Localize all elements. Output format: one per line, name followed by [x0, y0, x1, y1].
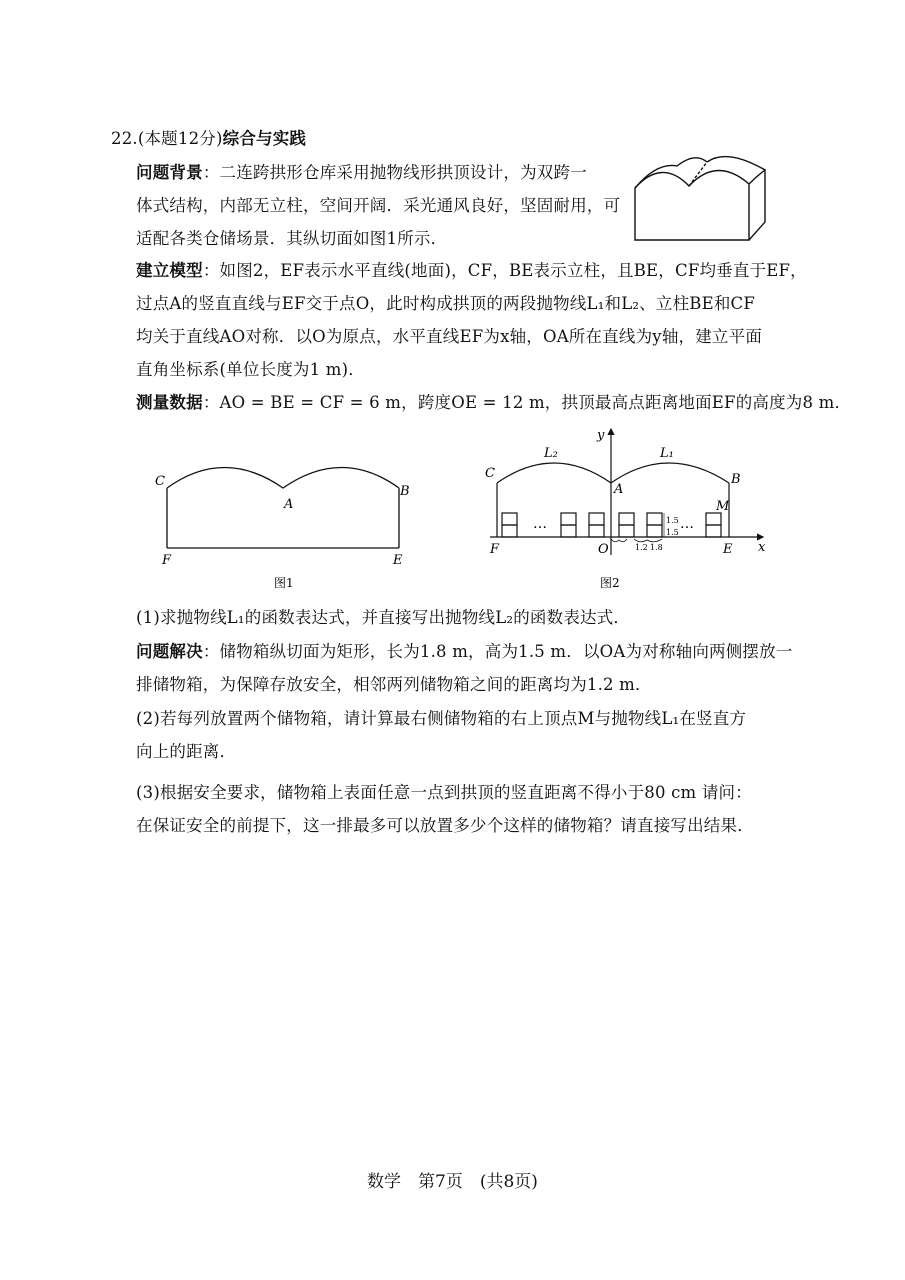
model-line-1	[136, 260, 807, 282]
data-line	[136, 392, 851, 414]
part-2-line-1: (2)若每列放置两个储物箱，请计算最右侧储物箱的右上顶点M与抛物线L₁在竖直方	[136, 709, 747, 728]
question-header	[111, 128, 306, 150]
fig1-label-c: C	[155, 474, 165, 489]
solve-text-1: ：储物箱纵切面为矩形，长为1.8 m，高为1.5 m．以OA为对称轴向两侧摆放一	[202, 642, 793, 661]
part-2-line-2: 向上的距离．	[136, 742, 237, 761]
data-heading: 测量数据	[136, 393, 203, 412]
part-3-line-2: 在保证安全的前提下，这一排最多可以放置多少个这样的储物箱？请直接写出结果．	[136, 816, 754, 835]
background-line-2: 体式结构，内部无立柱，空间开阔．采光通风良好，坚固耐用，可	[136, 196, 621, 215]
fig2-caption: 图2	[600, 576, 620, 590]
figure-2	[480, 425, 780, 595]
fig1-label-f: F	[162, 553, 172, 568]
fig1-label-b: B	[400, 484, 410, 499]
background-text-1: ：二连跨拱形仓库采用抛物线形拱顶设计，为双跨一	[202, 163, 587, 182]
solve-line-2: 排储物箱，为保障存放安全，相邻两列储物箱之间的距离均为1.2 m．	[136, 675, 652, 694]
fig1-label-a: A	[284, 497, 294, 512]
fig2-label-b: B	[731, 472, 741, 487]
page-footer: 数学 第7页 (共8页)	[367, 1172, 538, 1192]
fig2-label-x: x	[758, 540, 766, 555]
question-score: (本题12分)	[137, 129, 223, 148]
fig2-label-l2: L₂	[544, 446, 558, 461]
fig2-label-l1: L₁	[660, 446, 674, 461]
question-title: 综合与实践	[222, 129, 307, 148]
solve-heading: 问题解决	[136, 642, 203, 661]
model-line-3: 均关于直线AO对称．以O为原点，水平直线EF为x轴，OA所在直线为y轴，建立平面	[136, 327, 763, 346]
part-1: (1)求抛物线L₁的函数表达式，并直接写出抛物线L₂的函数表达式．	[136, 608, 631, 627]
fig2-dim-w1: 1.2	[635, 543, 648, 552]
fig2-label-f: F	[490, 542, 500, 557]
fig1-caption: 图1	[274, 576, 294, 590]
fig2-label-o: O	[598, 542, 609, 557]
background-heading: 问题背景	[136, 163, 203, 182]
data-text: ：AO = BE = CF = 6 m，跨度OE = 12 m，拱顶最高点距离地面EF的高度为8 m．	[202, 393, 852, 412]
question-number: 22.	[111, 129, 138, 148]
figure-1	[150, 455, 420, 595]
fig2-label-a: A	[614, 482, 624, 497]
fig2-dots-left: …	[533, 516, 547, 532]
warehouse-3d-illustration	[627, 148, 777, 248]
fig2-label-c: C	[485, 466, 495, 481]
background-line-1	[136, 162, 587, 184]
fig2-dim-h1: 1.5	[666, 516, 679, 525]
model-heading: 建立模型	[136, 261, 203, 280]
fig2-dim-h2: 1.5	[666, 528, 679, 537]
fig2-dots-right: …	[680, 516, 694, 532]
model-text-1: ：如图2，EF表示水平直线(地面)，CF，BE表示立柱，且BE，CF均垂直于EF，	[202, 261, 807, 280]
fig2-label-m: M	[716, 499, 730, 514]
background-line-3: 适配各类仓储场景．其纵切面如图1所示．	[136, 229, 448, 248]
solve-line-1	[136, 641, 793, 663]
fig2-dim-w2: 1.8	[650, 543, 663, 552]
fig1-label-e: E	[393, 553, 403, 568]
part-3-line-1: (3)根据安全要求，储物箱上表面任意一点到拱顶的竖直距离不得小于80 cm 请问：	[136, 783, 752, 802]
fig2-label-y: y	[597, 428, 605, 443]
fig2-label-e: E	[723, 542, 733, 557]
model-line-4: 直角坐标系(单位长度为1 m)．	[136, 360, 365, 379]
model-line-2: 过点A的竖直直线与EF交于点O，此时构成拱顶的两段抛物线L₁和L₂、立柱BE和CF	[136, 294, 756, 313]
